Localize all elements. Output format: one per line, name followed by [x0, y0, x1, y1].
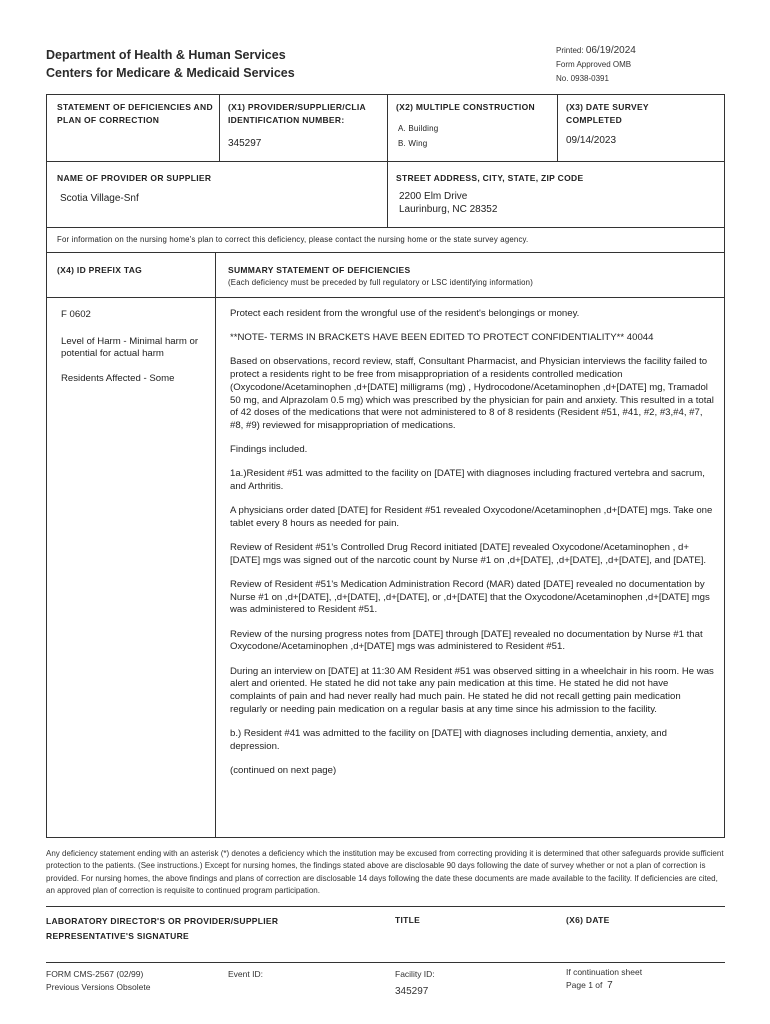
- divider: [219, 94, 220, 162]
- form-approved: Form Approved OMB: [556, 60, 632, 69]
- header-title-block: [46, 46, 295, 82]
- address-label: STREET ADDRESS, CITY, STATE, ZIP CODE: [396, 173, 584, 183]
- date-label: (X6) DATE: [566, 915, 610, 925]
- facility-id-block: [395, 968, 435, 998]
- paragraph: Review of Resident #51's Controlled Drug Record initiated [DATE] revealed Oxycodone/Acetaminophen , d+[DATE] mgs was signed out of the narcotic count by Nurse #1 on ,d+[DATE], ,d+[DATE], ,d+[DATE], and [DATE].: [230, 542, 707, 566]
- paragraph: 1a.)Resident #51 was admitted to the facility on [DATE] with diagnoses including fractured vertebra and sacrum, and Arthritis.: [230, 468, 705, 493]
- printed-date: 06/19/2024: [585, 45, 636, 56]
- facility-id-value: 345297: [395, 986, 429, 997]
- x1-value: 345297: [228, 138, 262, 149]
- paragraph: Protect each resident from the wrongful use of the resident's belongings or money.: [230, 308, 580, 319]
- residents-affected: Residents Affected - Some: [61, 373, 175, 385]
- summary-sub: (Each deficiency must be preceded by full regulatory or LSC identifying information): [228, 278, 533, 287]
- left-column: [61, 309, 211, 398]
- title-label: TITLE: [395, 915, 421, 925]
- continuation-label: If continuation sheet: [566, 967, 643, 977]
- summary-statement: [230, 308, 714, 789]
- info-line: For information on the nursing home's plan to correct this deficiency, please contact the nursing home or the state survey agency.: [57, 235, 529, 244]
- provider-label: NAME OF PROVIDER OR SUPPLIER: [57, 173, 212, 183]
- paragraph: Findings included.: [230, 444, 308, 456]
- provider-value: Scotia Village-Snf: [60, 193, 139, 204]
- previous-versions: Previous Versions Obsolete: [46, 982, 151, 992]
- address-line1: 2200 Elm Drive: [399, 191, 468, 202]
- x2-building: A. Building: [398, 124, 439, 133]
- statement-label: STATEMENT OF DEFICIENCIES AND PLAN OF CORRECTION: [57, 102, 213, 125]
- printed-label: Printed:: [556, 46, 584, 55]
- divider: [46, 962, 725, 963]
- department-name: Department of Health & Human Services: [46, 48, 286, 62]
- paragraph: A physicians order dated [DATE] for Resident #51 revealed Oxycodone/Acetaminophen ,d+[DATE] mgs. Take one tablet every 8 hours as needed for pain.: [230, 505, 713, 529]
- paragraph: Review of Resident #51's Medication Administration Record (MAR) dated [DATE] revealed no documentation by Nurse #1 on ,d+[DATE], ,d+[DATE], ,d+[DATE], or ,d+[DATE] that the Oxycodone/Acetaminophen ,d+[DATE] mgs was administered to Resident #51.: [230, 579, 710, 616]
- form-id-block: [46, 968, 150, 994]
- harm-level: Level of Harm - Minimal harm or potential for actual harm: [61, 335, 199, 360]
- paragraph: b.) Resident #41 was admitted to the facility on [DATE] with diagnoses including dementia, anxiety, and depression.: [230, 727, 667, 752]
- continued-note: (continued on next page): [230, 764, 337, 776]
- paragraph: Review of the nursing progress notes from [DATE] through [DATE] revealed no documentation by Nurse #1 that Oxycodone/Acetaminophen ,d+[DATE] mgs was administered to Resident #51.: [230, 628, 703, 653]
- paragraph: Based on observations, record review, staff, Consultant Pharmacist, and Physician interviews the facility failed to protect a residents right to be free from misappropriation of a residents controlled medication (Oxycodone/Acetaminophen ,d+[DATE] milligrams (mg) , Hydrocodone/Acetaminophen ,d+[DATE] mg, Tramadol 50 mg, and Alprazolam 0.5 mg) which was prescribed by the physician for pain and anxiety. This resulted in a total of 42 doses of the medications that were not administered to 8 of 8 residents (Resident #51, #41, #2, #3,#4, #7, #8, #9) reviewed for misappropriation of medications.: [230, 356, 714, 431]
- divider: [557, 94, 558, 162]
- printed-block: [556, 44, 636, 86]
- page-label: Page 1 of: [566, 980, 603, 990]
- event-id-label: Event ID:: [228, 969, 263, 979]
- paragraph: **NOTE- TERMS IN BRACKETS HAVE BEEN EDITED TO PROTECT CONFIDENTIALITY** 40044: [230, 332, 654, 344]
- facility-id-label: Facility ID:: [395, 969, 435, 979]
- x3-value: 09/14/2023: [566, 135, 617, 146]
- divider: [387, 94, 388, 162]
- paragraph: During an interview on [DATE] at 11:30 AM Resident #51 was observed sitting in a wheelchair in his room. He was alert and oriented. He stated he did not take any pain medication at this time. He stated he did not have complaints of pain and had never really had much pain. He stated he did not recall getting pain medication regularly or needing pain medication on a regular basis at any time since his admission to the facility.: [230, 665, 714, 715]
- form-number: FORM CMS-2567 (02/99): [46, 969, 144, 979]
- x4-label: (X4) ID PREFIX TAG: [57, 265, 143, 275]
- omb-number: No. 0938-0391: [556, 74, 609, 83]
- x2-label: (X2) MULTIPLE CONSTRUCTION: [396, 102, 535, 112]
- divider: [46, 906, 725, 907]
- x2-wing: B. Wing: [398, 139, 428, 148]
- x1-label: (X1) PROVIDER/SUPPLIER/CLIA IDENTIFICATION NUMBER:: [228, 102, 366, 125]
- page-block: [566, 966, 642, 992]
- director-signature-label: LABORATORY DIRECTOR'S OR PROVIDER/SUPPLIER REPRESENTATIVE'S SIGNATURE: [46, 916, 279, 941]
- divider: [387, 161, 388, 228]
- address-line2: Laurinburg, NC 28352: [399, 204, 498, 215]
- page-total: 7: [607, 980, 613, 991]
- summary-label: SUMMARY STATEMENT OF DEFICIENCIES: [228, 265, 411, 275]
- centers-name: Centers for Medicare & Medicaid Services: [46, 66, 295, 80]
- disclaimer: Any deficiency statement ending with an asterisk (*) denotes a deficiency which the institution may be excused from correcting providing it is determined that other safeguards provide sufficient protection to the patients. (See instructions.) Except for nursing homes, the findings stated above are disclosable 90 days following the date of survey whether or not a plan of correction is provided. For nursing homes, the above findings and plans of correction are disclosable 14 days following the date these documents are made available to the facility. If deficiencies are cited, an approved plan of correction is requisite to continued program participation.: [46, 849, 724, 895]
- address-value: [399, 190, 497, 216]
- tag-value: F 0602: [61, 309, 91, 320]
- x3-label: (X3) DATE SURVEY COMPLETED: [566, 102, 649, 125]
